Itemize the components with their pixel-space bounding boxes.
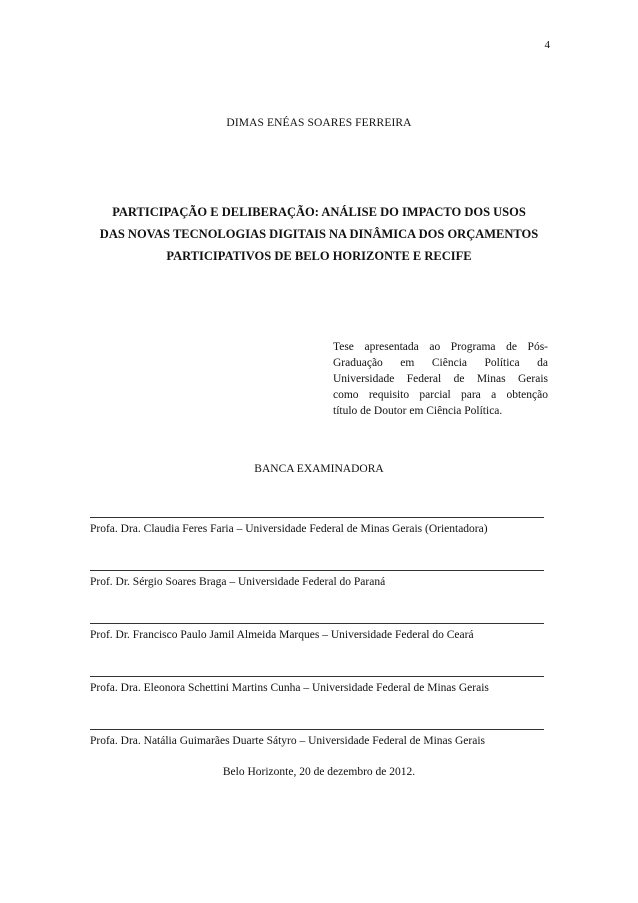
- signature-line: [90, 729, 544, 730]
- committee-member: [90, 613, 546, 666]
- title-line-3: PARTICIPATIVOS DE BELO HORIZONTE E RECIFE: [166, 249, 472, 263]
- thesis-note-line-5: título de Doutor em Ciência Política.: [333, 405, 503, 417]
- committee-member: [90, 560, 546, 613]
- committee-member-name: Prof. Dr. Sérgio Soares Braga – Universidade Federal do Paraná: [90, 576, 386, 588]
- thesis-note-line-1: Tese apresentada ao Programa de Pós-: [333, 341, 548, 353]
- title-line-2: DAS NOVAS TECNOLOGIAS DIGITAIS NA DINÂMICA DOS ORÇAMENTOS: [99, 227, 539, 241]
- signature-line: [90, 517, 544, 518]
- author-name: DIMAS ENÉAS SOARES FERREIRA: [226, 117, 412, 129]
- thesis-note: [333, 339, 548, 419]
- thesis-note-line-4: como requisito parcial para a obtenção: [333, 389, 548, 401]
- title-line-1: PARTICIPAÇÃO E DELIBERAÇÃO: ANÁLISE DO IMPACTO DOS USOS: [112, 205, 526, 219]
- committee-member: [90, 719, 546, 772]
- banca-title: BANCA EXAMINADORA: [254, 463, 384, 475]
- committee-member: [90, 666, 546, 719]
- committee-member-name: Profa. Dra. Eleonora Schettini Martins Cunha – Universidade Federal de Minas Gerais: [90, 682, 489, 694]
- signature-line: [90, 570, 544, 571]
- thesis-title: [80, 201, 558, 267]
- signature-line: [90, 623, 544, 624]
- committee-member-name: Prof. Dr. Francisco Paulo Jamil Almeida Marques – Universidade Federal do Ceará: [90, 629, 474, 641]
- committee-list: [90, 507, 546, 772]
- thesis-note-line-2: Graduação em Ciência Política da: [333, 357, 548, 369]
- committee-member-name: Profa. Dra. Natália Guimarães Duarte Sátyro – Universidade Federal de Minas Gerais: [90, 735, 486, 747]
- committee-member: [90, 507, 546, 560]
- signature-line: [90, 676, 544, 677]
- place-and-date: Belo Horizonte, 20 de dezembro de 2012.: [222, 766, 416, 778]
- page-number: 4: [544, 39, 550, 51]
- thesis-note-line-3: Universidade Federal de Minas Gerais: [333, 373, 548, 385]
- committee-member-name: Profa. Dra. Claudia Feres Faria – Universidade Federal de Minas Gerais (Orientadora): [90, 523, 488, 535]
